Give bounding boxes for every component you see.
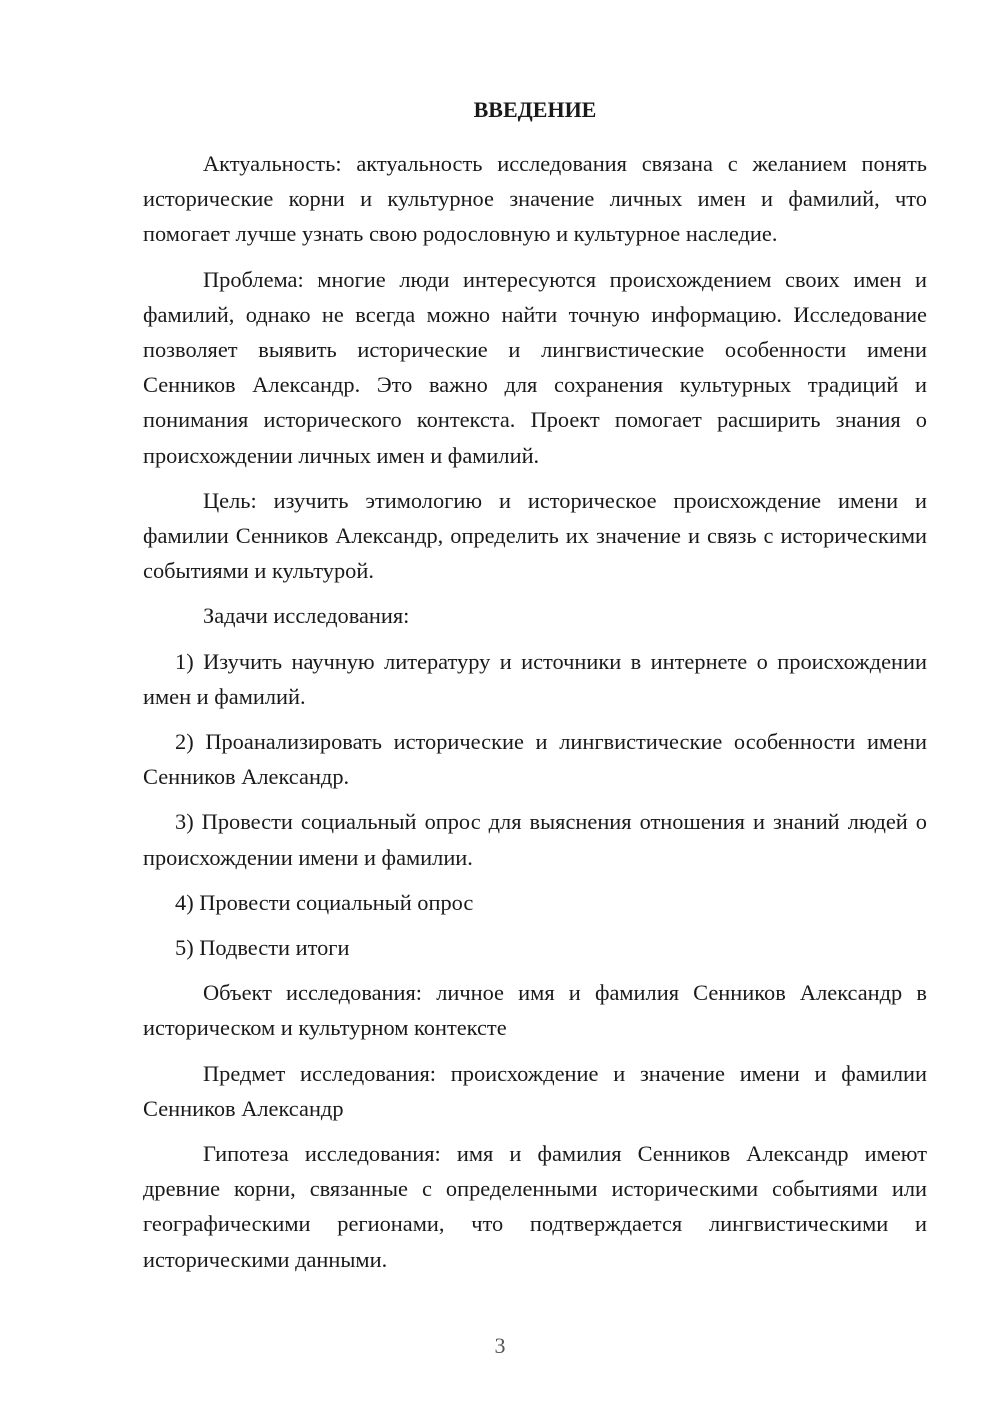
paragraph-hypothesis: Гипотеза исследования: имя и фамилия Сенников Александр имеют древние корни, связанные с определенными историческими событиями или географическими регионами, что подтверждается лингвистическими и историческими данными. (143, 1141, 927, 1272)
section-title: ВВЕДЕНИЕ (473, 97, 597, 122)
page-number: 3 (494, 1333, 506, 1358)
task-item-4: 4) Провести социальный опрос (175, 889, 474, 915)
document-page (143, 92, 927, 1287)
paragraph-subject: Предмет исследования: происхождение и значение имени и фамилии Сенников Александр (143, 1060, 927, 1121)
task-item-2: 2) Проанализировать исторические и лингвистические особенности имени Сенников Александр. (143, 729, 927, 790)
task-item-1: 1) Изучить научную литературу и источники в интернете о происхождении имен и фамилий. (143, 648, 927, 709)
task-item-5: 5) Подвести итоги (175, 935, 350, 961)
paragraph-tasks-heading: Задачи исследования: (203, 603, 410, 629)
task-item-3: 3) Провести социальный опрос для выяснения отношения и знаний людей о происхождении имени и фамилии. (143, 809, 927, 870)
paragraph-relevance: Актуальность: актуальность исследования связана с желанием понять исторические корни и культурное значение личных имен и фамилий, что помогает лучше узнать свою родословную и культурное наследие. (143, 151, 927, 247)
paragraph-object: Объект исследования: личное имя и фамилия Сенников Александр в историческом и культурном контексте (143, 980, 927, 1041)
paragraph-goal: Цель: изучить этимологию и историческое происхождение имени и фамилии Сенников Александр, определить их значение и связь с историческими событиями и культурой. (143, 487, 927, 584)
paragraph-problem: Проблема: многие люди интересуются происхождением своих имен и фамилий, однако не всегда можно найти точную информацию. Исследование позволяет выявить исторические и лингвистические особенности имени Сенников Александр. Это важно для сохранения культурных традиций и понимания исторического контекста. Проект помогает расширить знания о происхождении личных имен и фамилий. (143, 266, 927, 468)
